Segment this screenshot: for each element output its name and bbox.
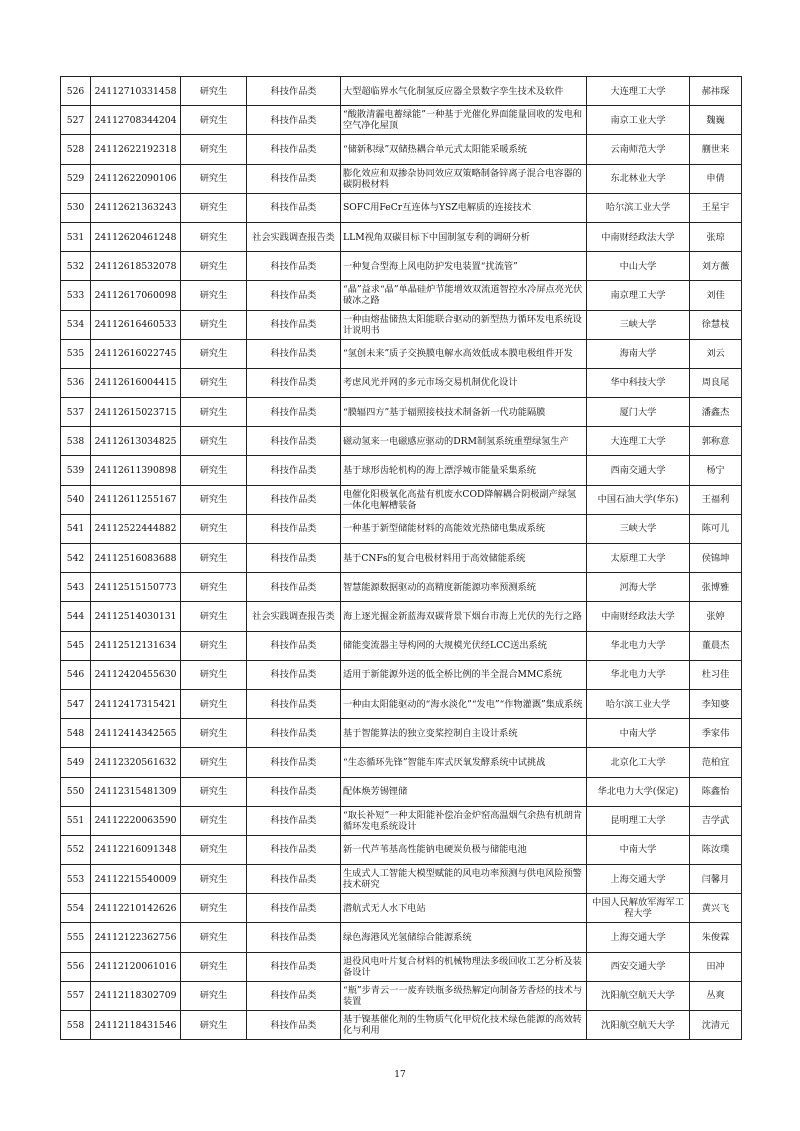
work-category-cell: 科技作品类 [247,660,341,689]
row-number-cell: 557 [61,981,91,1010]
work-category-cell: 科技作品类 [247,835,341,864]
education-level-cell: 研究生 [181,806,247,835]
applicant-name-cell: 张琼 [690,222,742,251]
entry-code-cell: 24112615023715 [91,398,181,427]
education-level-cell: 研究生 [181,164,247,193]
university-cell: 华北电力大学 [587,631,690,660]
entry-code-cell: 24112320561632 [91,748,181,777]
project-title-cell: “储新积绿”双储热耦合单元式太阳能采暖系统 [341,135,587,164]
table-row [61,77,742,106]
work-category-cell: 科技作品类 [247,981,341,1010]
table-row [61,631,742,660]
project-title-cell: 基于球形齿轮机构的海上漂浮城市能量采集系统 [341,456,587,485]
work-category-cell: 科技作品类 [247,806,341,835]
work-category-cell: 科技作品类 [247,544,341,573]
entry-code-cell: 24112622192318 [91,135,181,164]
project-title-cell: 考虑风光并网的多元市场交易机制优化设计 [341,368,587,397]
university-cell: 华中科技大学 [587,368,690,397]
table-row [61,689,742,718]
applicant-name-cell: 田冲 [690,952,742,981]
row-number-cell: 556 [61,952,91,981]
entry-code-cell: 24112621363243 [91,193,181,222]
university-cell: 哈尔滨工业大学 [587,689,690,718]
university-cell: 西安交通大学 [587,952,690,981]
education-level-cell: 研究生 [181,660,247,689]
university-cell: 华北电力大学 [587,660,690,689]
applicant-name-cell: 丛爽 [690,981,742,1010]
table-row [61,339,742,368]
education-level-cell: 研究生 [181,310,247,339]
row-number-cell: 541 [61,514,91,543]
project-title-cell: 大型超临界水气化制氢反应器全景数字孪生技术及软件 [341,77,587,106]
applicant-name-cell: 徐慧枝 [690,310,742,339]
university-cell: 上海交通大学 [587,865,690,894]
work-category-cell: 科技作品类 [247,689,341,718]
table-row [61,164,742,193]
education-level-cell: 研究生 [181,835,247,864]
education-level-cell: 研究生 [181,894,247,923]
applicant-name-cell: 陈鑫怡 [690,777,742,806]
entry-code-cell: 24112122362756 [91,923,181,952]
entry-code-cell: 24112616022745 [91,339,181,368]
applicant-name-cell: 王福利 [690,485,742,514]
education-level-cell: 研究生 [181,368,247,397]
entry-code-cell: 24112617060098 [91,281,181,310]
education-level-cell: 研究生 [181,631,247,660]
education-level-cell: 研究生 [181,193,247,222]
education-level-cell: 研究生 [181,981,247,1010]
education-level-cell: 研究生 [181,77,247,106]
project-title-cell: 一种复合型海上风电防护发电装置“扰流管” [341,252,587,281]
university-cell: 西南交通大学 [587,456,690,485]
work-category-cell: 科技作品类 [247,339,341,368]
table-row [61,106,742,135]
row-number-cell: 530 [61,193,91,222]
education-level-cell: 研究生 [181,777,247,806]
entry-code-cell: 24112622090106 [91,164,181,193]
table-row [61,281,742,310]
applicant-name-cell: 刘佳 [690,281,742,310]
education-level-cell: 研究生 [181,281,247,310]
entry-code-cell: 24112514030131 [91,602,181,631]
university-cell: 大连理工大学 [587,427,690,456]
applicant-name-cell: 周良尾 [690,368,742,397]
applicant-name-cell: 郝祎琛 [690,77,742,106]
entry-code-cell: 24112611390898 [91,456,181,485]
entry-code-cell: 24112710331458 [91,77,181,106]
university-cell: 南京理工大学 [587,281,690,310]
project-title-cell: 新一代芦苇基高性能钠电硬炭负极与储能电池 [341,835,587,864]
applicant-name-cell: 杨宁 [690,456,742,485]
work-category-cell: 科技作品类 [247,193,341,222]
entry-code-cell: 24112516083688 [91,544,181,573]
university-cell: 中南大学 [587,719,690,748]
table-body [61,77,742,1040]
work-category-cell: 科技作品类 [247,894,341,923]
work-category-cell: 社会实践调查报告类 [247,222,341,251]
entry-code-cell: 24112611255167 [91,485,181,514]
applicant-name-cell: 范柏宜 [690,748,742,777]
university-cell: 上海交通大学 [587,923,690,952]
project-title-cell: “瓶”步青云一一废弃铁瓶多级热解定向制备芳香烃的技术与装置 [341,981,587,1010]
row-number-cell: 550 [61,777,91,806]
entry-code-cell: 24112118302709 [91,981,181,1010]
applicant-name-cell: 李知婆 [690,689,742,718]
entry-code-cell: 24112315481309 [91,777,181,806]
university-cell: 河海大学 [587,573,690,602]
project-title-cell: 一种由太阳能驱动的“海水淡化”“发电”“作物灌溉”集成系统 [341,689,587,718]
education-level-cell: 研究生 [181,514,247,543]
table-row [61,748,742,777]
entry-code-cell: 24112616460533 [91,310,181,339]
table-row [61,923,742,952]
page-number: 17 [394,1070,406,1080]
project-title-cell: 海上逐光掘金新蓝海双碳背景下烟台市海上光伏的先行之路 [341,602,587,631]
row-number-cell: 526 [61,77,91,106]
work-category-cell: 科技作品类 [247,923,341,952]
entry-code-cell: 24112616004415 [91,368,181,397]
entry-code-cell: 24112620461248 [91,222,181,251]
project-title-cell: 基于CNFs的复合电极材料用于高效储能系统 [341,544,587,573]
row-number-cell: 554 [61,894,91,923]
project-title-cell: SOFC用FeCr互连体与YSZ电解质的连接技术 [341,193,587,222]
table-row [61,835,742,864]
row-number-cell: 542 [61,544,91,573]
university-cell: 太原理工大学 [587,544,690,573]
entry-code-cell: 24112515150773 [91,573,181,602]
table-row [61,368,742,397]
education-level-cell: 研究生 [181,252,247,281]
row-number-cell: 544 [61,602,91,631]
project-title-cell: 配体焕芳锡锂储 [341,777,587,806]
project-title-cell: 智慧能源数据驱动的高精度新能源功率预测系统 [341,573,587,602]
applicant-name-cell: 董晨杰 [690,631,742,660]
entry-code-cell: 24112417315421 [91,689,181,718]
applicant-name-cell: 侯锦坤 [690,544,742,573]
education-level-cell: 研究生 [181,544,247,573]
applicant-name-cell: 朱俊霖 [690,923,742,952]
applicant-name-cell: 申倩 [690,164,742,193]
row-number-cell: 558 [61,1011,91,1040]
project-title-cell: “晶”益求“晶”单晶硅炉节能增效双流道智控水冷屏点亮光伏破冰之路 [341,281,587,310]
entry-code-cell: 24112215540009 [91,865,181,894]
entry-code-cell: 24112618532078 [91,252,181,281]
education-level-cell: 研究生 [181,222,247,251]
row-number-cell: 543 [61,573,91,602]
row-number-cell: 549 [61,748,91,777]
project-title-cell: “氢创未来”质子交换膜电解水高效低成本膜电极组件开发 [341,339,587,368]
table-row [61,310,742,339]
applicant-name-cell: 季家伟 [690,719,742,748]
work-category-cell: 科技作品类 [247,106,341,135]
entry-code-cell: 24112512131634 [91,631,181,660]
entry-code-cell: 24112210142626 [91,894,181,923]
applicant-name-cell: 张博雅 [690,573,742,602]
work-category-cell: 科技作品类 [247,427,341,456]
project-title-cell: 电催化阳极氧化高盐有机废水COD降解耦合阴极副产绿氢一体化电解槽装备 [341,485,587,514]
project-title-cell: 一种由熔盐储热太阳能联合驱动的新型热力循环发电系统设计说明书 [341,310,587,339]
university-cell: 哈尔滨工业大学 [587,193,690,222]
work-category-cell: 科技作品类 [247,485,341,514]
table-row [61,602,742,631]
project-title-cell: “生态循环先锋”智能车库式厌氧发酵系统中试挑战 [341,748,587,777]
work-category-cell: 科技作品类 [247,281,341,310]
entry-code-cell: 24112118431546 [91,1011,181,1040]
education-level-cell: 研究生 [181,106,247,135]
entry-code-cell: 24112522444882 [91,514,181,543]
project-title-cell: 适用于新能源外送的低全桥比例的半全混合MMC系统 [341,660,587,689]
row-number-cell: 531 [61,222,91,251]
row-number-cell: 535 [61,339,91,368]
university-cell: 南京工业大学 [587,106,690,135]
work-category-cell: 科技作品类 [247,952,341,981]
work-category-cell: 科技作品类 [247,748,341,777]
table-row [61,573,742,602]
education-level-cell: 研究生 [181,456,247,485]
university-cell: 昆明理工大学 [587,806,690,835]
project-title-cell: 生成式人工智能大模型赋能的风电功率预测与供电风险预警技术研究 [341,865,587,894]
education-level-cell: 研究生 [181,952,247,981]
row-number-cell: 536 [61,368,91,397]
university-cell: 东北林业大学 [587,164,690,193]
row-number-cell: 548 [61,719,91,748]
education-level-cell: 研究生 [181,339,247,368]
applicant-name-cell: 郭称意 [690,427,742,456]
work-category-cell: 科技作品类 [247,1011,341,1040]
work-category-cell: 科技作品类 [247,631,341,660]
university-cell: 海南大学 [587,339,690,368]
entry-code-cell: 24112420455630 [91,660,181,689]
table-row [61,981,742,1010]
project-list-table [60,76,742,1040]
work-category-cell: 科技作品类 [247,865,341,894]
project-title-cell: 退役风电叶片复合材料的机械物理法多级回收工艺分析及装备设计 [341,952,587,981]
project-title-cell: “取长补短”一种太阳能补偿冶金炉窑高温烟气余热有机朗肯循环发电系统设计 [341,806,587,835]
work-category-cell: 科技作品类 [247,252,341,281]
row-number-cell: 537 [61,398,91,427]
education-level-cell: 研究生 [181,923,247,952]
education-level-cell: 研究生 [181,427,247,456]
work-category-cell: 社会实践调查报告类 [247,602,341,631]
applicant-name-cell: 刘方薇 [690,252,742,281]
row-number-cell: 528 [61,135,91,164]
university-cell: 沈阳航空航天大学 [587,981,690,1010]
project-title-cell: 绿色海港风光氢储综合能源系统 [341,923,587,952]
university-cell: 中山大学 [587,252,690,281]
education-level-cell: 研究生 [181,602,247,631]
table-row [61,1011,742,1040]
applicant-name-cell: 闫馨月 [690,865,742,894]
project-title-cell: LLM视角双碳目标下中国制氢专利的调研分析 [341,222,587,251]
table-row [61,135,742,164]
university-cell: 中国人民解放军海军工程大学 [587,894,690,923]
work-category-cell: 科技作品类 [247,164,341,193]
entry-code-cell: 24112220063590 [91,806,181,835]
row-number-cell: 534 [61,310,91,339]
project-title-cell: “酸散清霾电蓄绿能”一种基于光催化界面能量回收的发电和空气净化屋顶 [341,106,587,135]
entry-code-cell: 24112120061016 [91,952,181,981]
work-category-cell: 科技作品类 [247,135,341,164]
project-title-cell: 潜航式无人水下电站 [341,894,587,923]
university-cell: 中南财经政法大学 [587,222,690,251]
university-cell: 中南财经政法大学 [587,602,690,631]
work-category-cell: 科技作品类 [247,398,341,427]
education-level-cell: 研究生 [181,748,247,777]
work-category-cell: 科技作品类 [247,777,341,806]
table-row [61,952,742,981]
work-category-cell: 科技作品类 [247,514,341,543]
work-category-cell: 科技作品类 [247,368,341,397]
work-category-cell: 科技作品类 [247,573,341,602]
applicant-name-cell: 陈汝璞 [690,835,742,864]
table-row [61,719,742,748]
table-row [61,806,742,835]
applicant-name-cell: 吉学武 [690,806,742,835]
table-row [61,193,742,222]
table-row [61,485,742,514]
row-number-cell: 533 [61,281,91,310]
work-category-cell: 科技作品类 [247,719,341,748]
applicant-name-cell: 魏巍 [690,106,742,135]
project-title-cell: 磁动氢来一电磁感应驱动的DRM制氢系统重塑绿氢生产 [341,427,587,456]
applicant-name-cell: 沈清元 [690,1011,742,1040]
table-row [61,456,742,485]
applicant-name-cell: 王星宇 [690,193,742,222]
project-title-cell: 膨化效应和双掺杂协同效应双策略制备锌离子混合电容器的碳阴极材料 [341,164,587,193]
row-number-cell: 540 [61,485,91,514]
university-cell: 中国石油大学(华东) [587,485,690,514]
table-row [61,398,742,427]
applicant-name-cell: 潘鑫杰 [690,398,742,427]
table-row [61,427,742,456]
project-title-cell: 一种基于新型储能材料的高能效光热储电集成系统 [341,514,587,543]
project-title-cell: “膜辐四方”基于辐照接枝技术制备新一代功能隔膜 [341,398,587,427]
project-title-cell: 基于智能算法的独立变桨控制自主设计系统 [341,719,587,748]
table-row [61,894,742,923]
row-number-cell: 527 [61,106,91,135]
university-cell: 三峡大学 [587,514,690,543]
row-number-cell: 529 [61,164,91,193]
university-cell: 北京化工大学 [587,748,690,777]
education-level-cell: 研究生 [181,135,247,164]
education-level-cell: 研究生 [181,1011,247,1040]
project-title-cell: 基于镍基催化剂的生物质气化甲烷化技术绿色能源的高效转化与利用 [341,1011,587,1040]
table-row [61,660,742,689]
education-level-cell: 研究生 [181,485,247,514]
education-level-cell: 研究生 [181,689,247,718]
row-number-cell: 546 [61,660,91,689]
university-cell: 华北电力大学(保定) [587,777,690,806]
education-level-cell: 研究生 [181,398,247,427]
university-cell: 沈阳航空航天大学 [587,1011,690,1040]
university-cell: 云南师范大学 [587,135,690,164]
row-number-cell: 552 [61,835,91,864]
applicant-name-cell: 张婷 [690,602,742,631]
work-category-cell: 科技作品类 [247,456,341,485]
row-number-cell: 538 [61,427,91,456]
work-category-cell: 科技作品类 [247,310,341,339]
university-cell: 厦门大学 [587,398,690,427]
applicant-name-cell: 刘云 [690,339,742,368]
row-number-cell: 547 [61,689,91,718]
table-row [61,222,742,251]
row-number-cell: 551 [61,806,91,835]
table-row [61,252,742,281]
university-cell: 中南大学 [587,835,690,864]
applicant-name-cell: 蒯世来 [690,135,742,164]
entry-code-cell: 24112613034825 [91,427,181,456]
table-row [61,865,742,894]
work-category-cell: 科技作品类 [247,77,341,106]
row-number-cell: 555 [61,923,91,952]
university-cell: 三峡大学 [587,310,690,339]
applicant-name-cell: 陈可儿 [690,514,742,543]
entry-code-cell: 24112216091348 [91,835,181,864]
table-row [61,514,742,543]
row-number-cell: 553 [61,865,91,894]
row-number-cell: 539 [61,456,91,485]
entry-code-cell: 24112414342565 [91,719,181,748]
table-row [61,544,742,573]
project-title-cell: 储能变流器主导构网的大规模光伏经LCC送出系统 [341,631,587,660]
education-level-cell: 研究生 [181,719,247,748]
applicant-name-cell: 黄兴飞 [690,894,742,923]
university-cell: 大连理工大学 [587,77,690,106]
entry-code-cell: 24112708344204 [91,106,181,135]
applicant-name-cell: 杜习佳 [690,660,742,689]
row-number-cell: 545 [61,631,91,660]
table-row [61,777,742,806]
education-level-cell: 研究生 [181,865,247,894]
education-level-cell: 研究生 [181,573,247,602]
row-number-cell: 532 [61,252,91,281]
